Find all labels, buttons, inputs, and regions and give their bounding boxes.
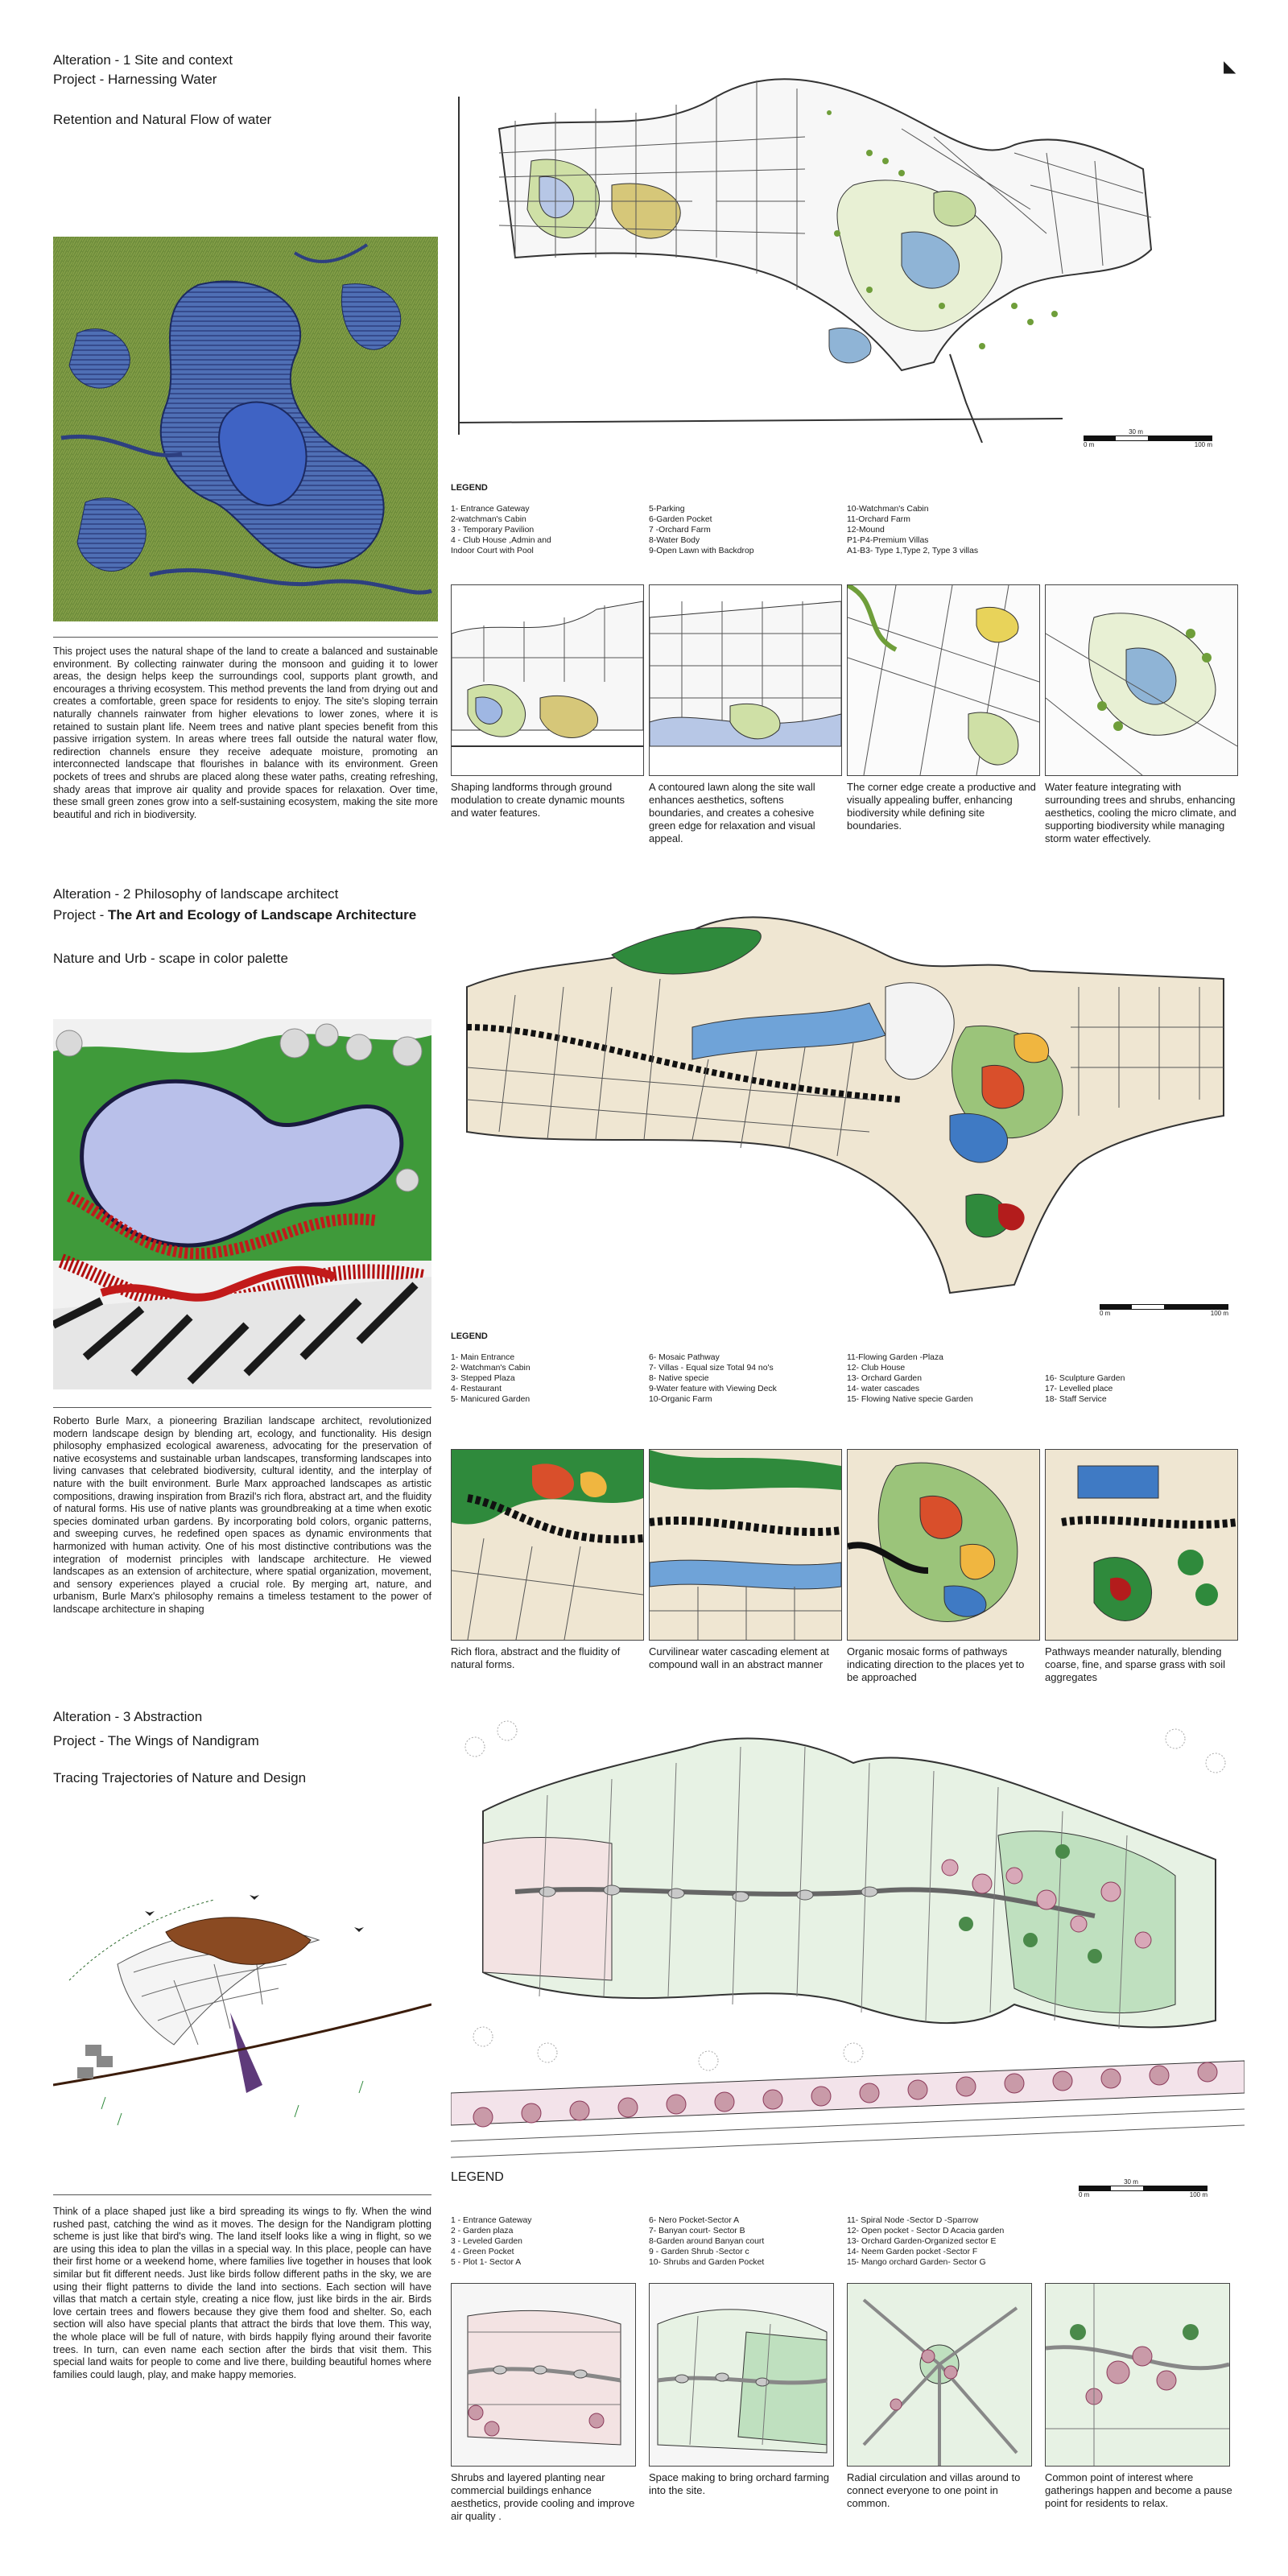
alt3-legend-col-3: 11- Spiral Node -Sector D -Sparrow 12- Open pocket - Sector D Acacia garden 13- Orchard Garden-Organized sector E 14- Neem Garden pocket -Sector F 15- Mango orchard Garden- Sector G bbox=[847, 2216, 1005, 2267]
alt2-detail-2 bbox=[649, 1449, 842, 1641]
scale-label-right: 100 m bbox=[1189, 2191, 1208, 2198]
alt2-detail-1 bbox=[451, 1449, 644, 1641]
alt2-legend-col-3: 11-Flowing Garden -Plaza 12- Club House 13- Orchard Garden 14- water cascades 15- Flowing Native specie Garden bbox=[847, 1353, 973, 1404]
alt1-caption-2: A contoured lawn along the site wall enhances aesthetics, softens boundaries, and creates a cohesive green edge for relaxation and visual appeal. bbox=[649, 781, 815, 844]
alt2-caption-4: Pathways meander naturally, blending coarse, fine, and sparse grass with soil aggregates bbox=[1045, 1645, 1225, 1683]
alt2-project-name: The Art and Ecology of Landscape Architecture bbox=[108, 907, 417, 923]
scale-label-left: 0 m bbox=[1079, 2191, 1090, 2198]
scale-label-top: 30 m bbox=[1129, 428, 1143, 436]
scale-label-right: 100 m bbox=[1194, 441, 1212, 448]
alt2-body-text: Roberto Burle Marx, a pioneering Brazilian landscape architect, revolutionized modern landscape design by blending art, ecology, and functionality. His design philosophy emphasized ecological awareness, advocating for the preservation of native ecosystems and sustainable urban landscapes, transforming landscapes into living canvases that celebrated biodiversity, cultural identity, and the interplay of nature with the built environment. Burle Marx approached landscapes as artistic compositions, drawing inspiration from Brazil's rich flora, abstract art, and the fluidity of natural forms. His use of native plants was groundbreaking at a time when exotic species dominated urban gardens. By incorporating bold colors, organic patterns, and sweeping curves, he redefined open spaces as dynamic environments that harmonized with human activity. One of his most distinctive contributions was the integration of modernist principles with landscape architecture. He viewed landscapes as an extension of architecture, where spatial organization, movement, and sensory experiences played a crucial role. By merging art, nature, and urbanism, Burle Marx's philosophy remains a timeless testament to the power of landscape architecture in shaping bbox=[53, 1415, 431, 1615]
alt2-divider bbox=[53, 1407, 431, 1408]
alt1-caption-3: The corner edge create a productive and visually appealing buffer, enhancing biodiversity while defining site boundaries. bbox=[847, 781, 1036, 832]
alt3-detail-3 bbox=[847, 2283, 1032, 2467]
alt2-burle-marx-painting bbox=[53, 1019, 431, 1389]
alt2-caption-3: Organic mosaic forms of pathways indicating direction to the places yet to be approached bbox=[847, 1645, 1025, 1683]
alt3-scale-bar bbox=[1079, 2178, 1208, 2198]
alt3-project-title: Project - The Wings of Nandigram bbox=[53, 1733, 259, 1748]
scale-label-top: 30 m bbox=[1124, 2178, 1138, 2186]
alt3-detail-2 bbox=[649, 2283, 834, 2467]
alt3-heading: Alteration - 3 Abstraction bbox=[53, 1709, 203, 1724]
alt3-detail-4 bbox=[1045, 2283, 1230, 2467]
alt1-detail-3 bbox=[847, 584, 1040, 776]
alt3-legend-col-2: 6- Nero Pocket-Sector A 7- Banyan court- Sector B 8-Garden around Banyan court 9 - Garden Shrub -Sector c 10- Shrubs and Garden Pocket bbox=[649, 2216, 765, 2267]
scale-label-left: 0 m bbox=[1100, 1310, 1111, 1317]
alt1-detail-4 bbox=[1045, 584, 1238, 776]
alt1-caption-1: Shaping landforms through ground modulation to create dynamic mounts and water features. bbox=[451, 781, 625, 819]
alt3-caption-4: Common point of interest where gatherings happen and become a pause point for residents to relax. bbox=[1045, 2471, 1232, 2509]
alt2-detail-4 bbox=[1045, 1449, 1238, 1641]
alt2-scale-bar bbox=[1100, 1304, 1228, 1317]
alt2-project-title bbox=[53, 906, 416, 924]
alt1-legend-col-2: 5-Parking 6-Garden Pocket 7 -Orchard Farm 8-Water Body 9-Open Lawn with Backdrop bbox=[649, 505, 754, 555]
alt2-caption-1: Rich flora, abstract and the fluidity of natural forms. bbox=[451, 1645, 621, 1670]
alt3-body-text: Think of a place shaped just like a bird spreading its wings to fly. When the wind rushed past, catching the wind as it moves. The design for the Nandigram plotting scheme is just like that bird's wing. The land itself looks like a wing in flight, so we are using this idea to plan the villas in a special way. In this place, people can have their first home or a weekend home, where families live together in houses that look similar but fit different needs. Just like birds follow different paths in the sky, we are using their flight patterns to divide the land into sections. Each section will have villas that match a certain style, creating a nice flow, just like birds in the air. Birds love certain trees and flowers because they give them food and shelter. So, each section will also have special plants that attract the birds that love them. This way, the whole place will be full of nature, with birds happily flying around their favorite trees. In turn, can even name each section after the birds that visit them. This special land waits for people to come and live there, building beautiful homes where families could laugh, play, and make happy memories. bbox=[53, 2206, 431, 2380]
alt3-divider bbox=[53, 2194, 431, 2195]
alt3-caption-1: Shrubs and layered planting near commercial buildings enhance aesthetics, provide cooling and improve air quality . bbox=[451, 2471, 635, 2522]
alt2-heading: Alteration - 2 Philosophy of landscape architect bbox=[53, 886, 339, 902]
alt2-detail-3 bbox=[847, 1449, 1040, 1641]
alt3-caption-2: Space making to bring orchard farming into the site. bbox=[649, 2471, 830, 2496]
alt1-divider bbox=[53, 637, 438, 638]
alt3-legend-col-1: 1 - Entrance Gateway 2 - Garden plaza 3 - Leveled Garden 4 - Green Pocket 5 - Plot 1- Sector A bbox=[451, 2216, 532, 2267]
alt1-scale-bar bbox=[1084, 428, 1212, 448]
alt1-caption-4: Water feature integrating with surrounding trees and shrubs, enhancing aesthetics, cooling the micro climate, and supporting biodiversity while managing storm water effectively. bbox=[1045, 781, 1236, 844]
alt2-project-prefix: Project - bbox=[53, 907, 105, 923]
scale-label-right: 100 m bbox=[1210, 1310, 1228, 1317]
alt2-legend-col-4: 16- Sculpture Garden 17- Levelled place 18- Staff Service bbox=[1045, 1374, 1125, 1404]
alt1-legend-title: LEGEND bbox=[451, 483, 488, 493]
alt1-legend-col-1: 1- Entrance Gateway 2-watchman's Cabin 3 - Temporary Pavilion 4 - Club House ,Admin and Indoor Court with Pool bbox=[451, 505, 551, 555]
alt3-bird-wing-sketch bbox=[53, 1884, 431, 2174]
alt2-legend-col-2: 6- Mosaic Pathway 7- Villas - Equal size Total 94 no's 8- Native specie 9-Water feature with Viewing Deck 10-Organic Farm bbox=[649, 1353, 777, 1404]
scale-label-left: 0 m bbox=[1084, 441, 1095, 448]
alt2-legend-col-1: 1- Main Entrance 2- Watchman's Cabin 3- Stepped Plaza 4- Restaurant 5- Manicured Garden bbox=[451, 1353, 530, 1404]
alt3-legend-title: LEGEND bbox=[451, 2170, 504, 2184]
alt2-master-plan bbox=[451, 906, 1245, 1309]
alt1-body-text: This project uses the natural shape of the land to create a balanced and sustainable environment. By collecting rainwater during the monsoon and guiding it to lower areas, the design helps keep the surroundings cool, supports plant growth, and encourages a thriving ecosystem. This method prevents the land from drying out and creates a comfortable, green space for residents to enjoy. The site's sloping terrain naturally channels rainwater from higher elevations to lower zones, where it is retained to sustain plant life. Neem trees and native plant species benefit from this passive irrigation system. In areas where trees fall outside the natural water flow, redirection channels ensure they receive adequate moisture, promoting an interconnected landscape that flourishes in balance with its environment. Green pockets of trees and shrubs are placed along these water paths, creating refreshing, shady areas that improve air quality and provide spaces for relaxation. Over time, these small green zones grow into a self-sustaining ecosystem, making the site more beautiful and rich in biodiversity. bbox=[53, 646, 438, 820]
alt1-heading: Alteration - 1 Site and context bbox=[53, 52, 233, 68]
alt3-detail-1 bbox=[451, 2283, 636, 2467]
alt3-caption-3: Radial circulation and villas around to connect everyone to one point in common. bbox=[847, 2471, 1021, 2509]
alt1-detail-2 bbox=[649, 584, 842, 776]
alt2-caption-2: Curvilinear water cascading element at compound wall in an abstract manner bbox=[649, 1645, 829, 1670]
alt1-subtitle: Retention and Natural Flow of water bbox=[53, 112, 272, 127]
alt3-master-plan bbox=[451, 1715, 1245, 2174]
alt1-legend-col-3: 10-Watchman's Cabin 11-Orchard Farm 12-Mound P1-P4-Premium Villas A1-B3- Type 1,Type 2, Type 3 villas bbox=[847, 505, 979, 555]
alt1-detail-1 bbox=[451, 584, 644, 776]
alt3-subtitle: Tracing Trajectories of Nature and Design bbox=[53, 1770, 307, 1785]
water-retention-painting bbox=[53, 237, 438, 621]
cursor-arrow-icon: ◣ bbox=[1224, 58, 1236, 76]
alt1-master-plan bbox=[451, 64, 1245, 443]
alt2-subtitle: Nature and Urb - scape in color palette bbox=[53, 951, 288, 966]
alt1-project-title: Project - Harnessing Water bbox=[53, 72, 217, 87]
alt2-legend-title: LEGEND bbox=[451, 1331, 488, 1341]
